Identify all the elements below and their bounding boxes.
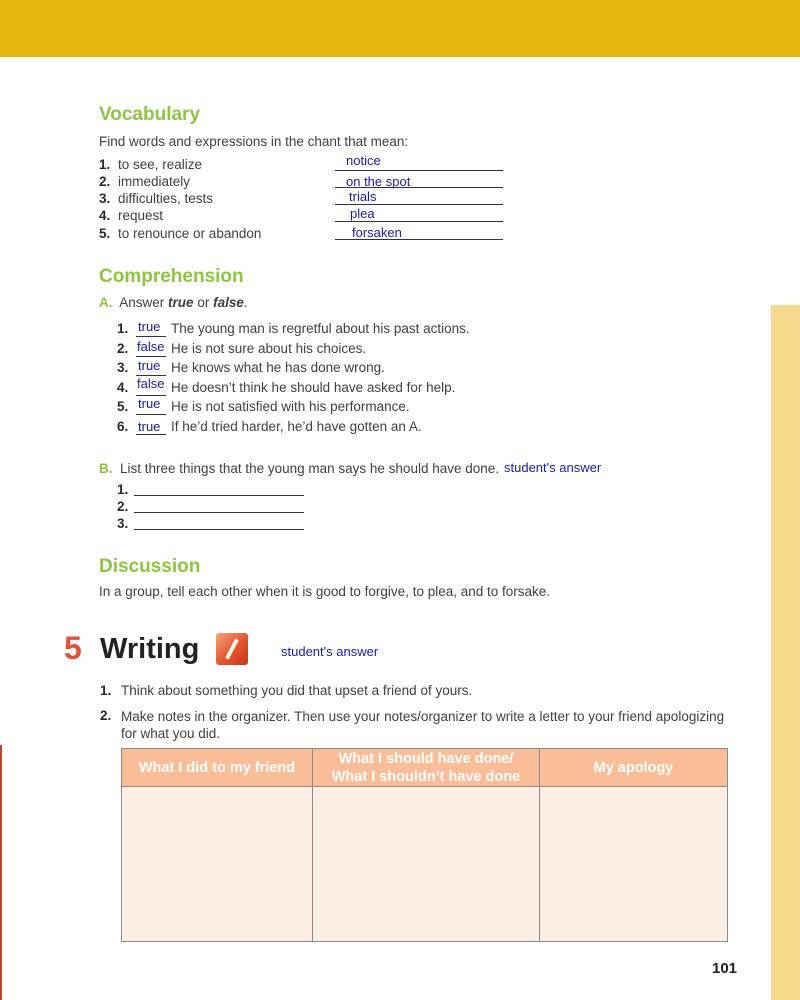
tf-answer-line[interactable] xyxy=(136,414,166,415)
tf-item: 5. He is not satisfied with his performance. xyxy=(117,399,410,414)
organizer-cell[interactable] xyxy=(313,787,539,941)
vocab-item: 1. to see, realize xyxy=(99,157,203,172)
tf-answer: false xyxy=(137,339,165,354)
vocab-answer: on the spot xyxy=(346,174,411,189)
vocab-answer: notice xyxy=(346,153,381,168)
writing-step: 1. Think about something you did that upset a friend of yours. xyxy=(100,683,473,698)
tf-answer: true xyxy=(138,419,161,434)
part-a-instruction: A. Answer true or false. xyxy=(99,295,248,310)
vocab-item: 3. difficulties, tests xyxy=(99,191,214,206)
section-number: 5 xyxy=(64,630,82,666)
writing-answer: student's answer xyxy=(281,644,379,659)
left-edge-strip xyxy=(0,745,2,1000)
tf-item: 6. If he’d tried harder, he’d have gotten an A. xyxy=(117,419,422,434)
tf-item: 4. He doesn’t think he should have asked for help. xyxy=(117,380,456,395)
vocab-answer: forsaken xyxy=(352,225,402,240)
list-item: 2. xyxy=(117,499,129,514)
organizer-column xyxy=(313,749,540,941)
organizer-header: What I should have done/ What I shouldn’t have done xyxy=(313,749,539,787)
answer-line[interactable] xyxy=(134,495,304,496)
tf-answer: true xyxy=(138,358,161,373)
discussion-text: In a group, tell each other when it is good to forgive, to plea, and to forsake. xyxy=(99,584,551,599)
vocabulary-heading: Vocabulary xyxy=(99,104,201,125)
tf-answer-line[interactable] xyxy=(136,336,166,337)
vocab-item: 4. request xyxy=(99,208,164,223)
list-item: 1. xyxy=(117,482,129,497)
answer-line[interactable] xyxy=(134,512,304,513)
vocab-answer: plea xyxy=(350,206,375,221)
organizer-header: My apology xyxy=(540,749,727,787)
writing-organizer xyxy=(121,748,728,942)
answer-line[interactable] xyxy=(134,529,304,530)
organizer-column xyxy=(122,749,313,941)
tf-item: 1. The young man is regretful about his past actions. xyxy=(117,321,470,336)
organizer-header: What I did to my friend xyxy=(122,749,312,787)
comprehension-heading: Comprehension xyxy=(99,266,244,287)
pencil-icon xyxy=(216,633,248,665)
vocab-item: 2. immediately xyxy=(99,174,191,189)
part-b-instruction: B. List three things that the young man says he should have done. xyxy=(99,461,500,476)
answer-line[interactable] xyxy=(335,204,503,205)
vocab-item: 5. to renounce or abandon xyxy=(99,226,262,241)
tf-answer: false xyxy=(137,376,165,391)
writing-step: 2. Make notes in the organizer. Then use your notes/organizer to write a letter to your friend apologizing for what you did. xyxy=(100,708,725,741)
side-page-tab xyxy=(771,305,800,1000)
tf-answer-line[interactable] xyxy=(136,356,166,357)
organizer-column xyxy=(540,749,727,941)
tf-item: 2. He is not sure about his choices. xyxy=(117,341,367,356)
tf-answer-line[interactable] xyxy=(136,434,166,435)
answer-line[interactable] xyxy=(335,221,503,222)
organizer-cell[interactable] xyxy=(540,787,727,941)
vocabulary-instruction: Find words and expressions in the chant that mean: xyxy=(99,134,409,149)
page-number: 101 xyxy=(712,960,738,977)
list-item: 3. xyxy=(117,516,129,531)
vocab-answer: trials xyxy=(349,189,377,204)
discussion-heading: Discussion xyxy=(99,556,201,577)
writing-title: Writing xyxy=(100,633,200,665)
tf-answer: true xyxy=(138,319,161,334)
top-color-band xyxy=(0,0,800,57)
tf-answer: true xyxy=(138,396,161,411)
answer-line[interactable] xyxy=(335,170,503,171)
tf-item: 3. He knows what he has done wrong. xyxy=(117,360,385,375)
part-b-answer: student's answer xyxy=(504,460,602,475)
organizer-cell[interactable] xyxy=(122,787,312,941)
